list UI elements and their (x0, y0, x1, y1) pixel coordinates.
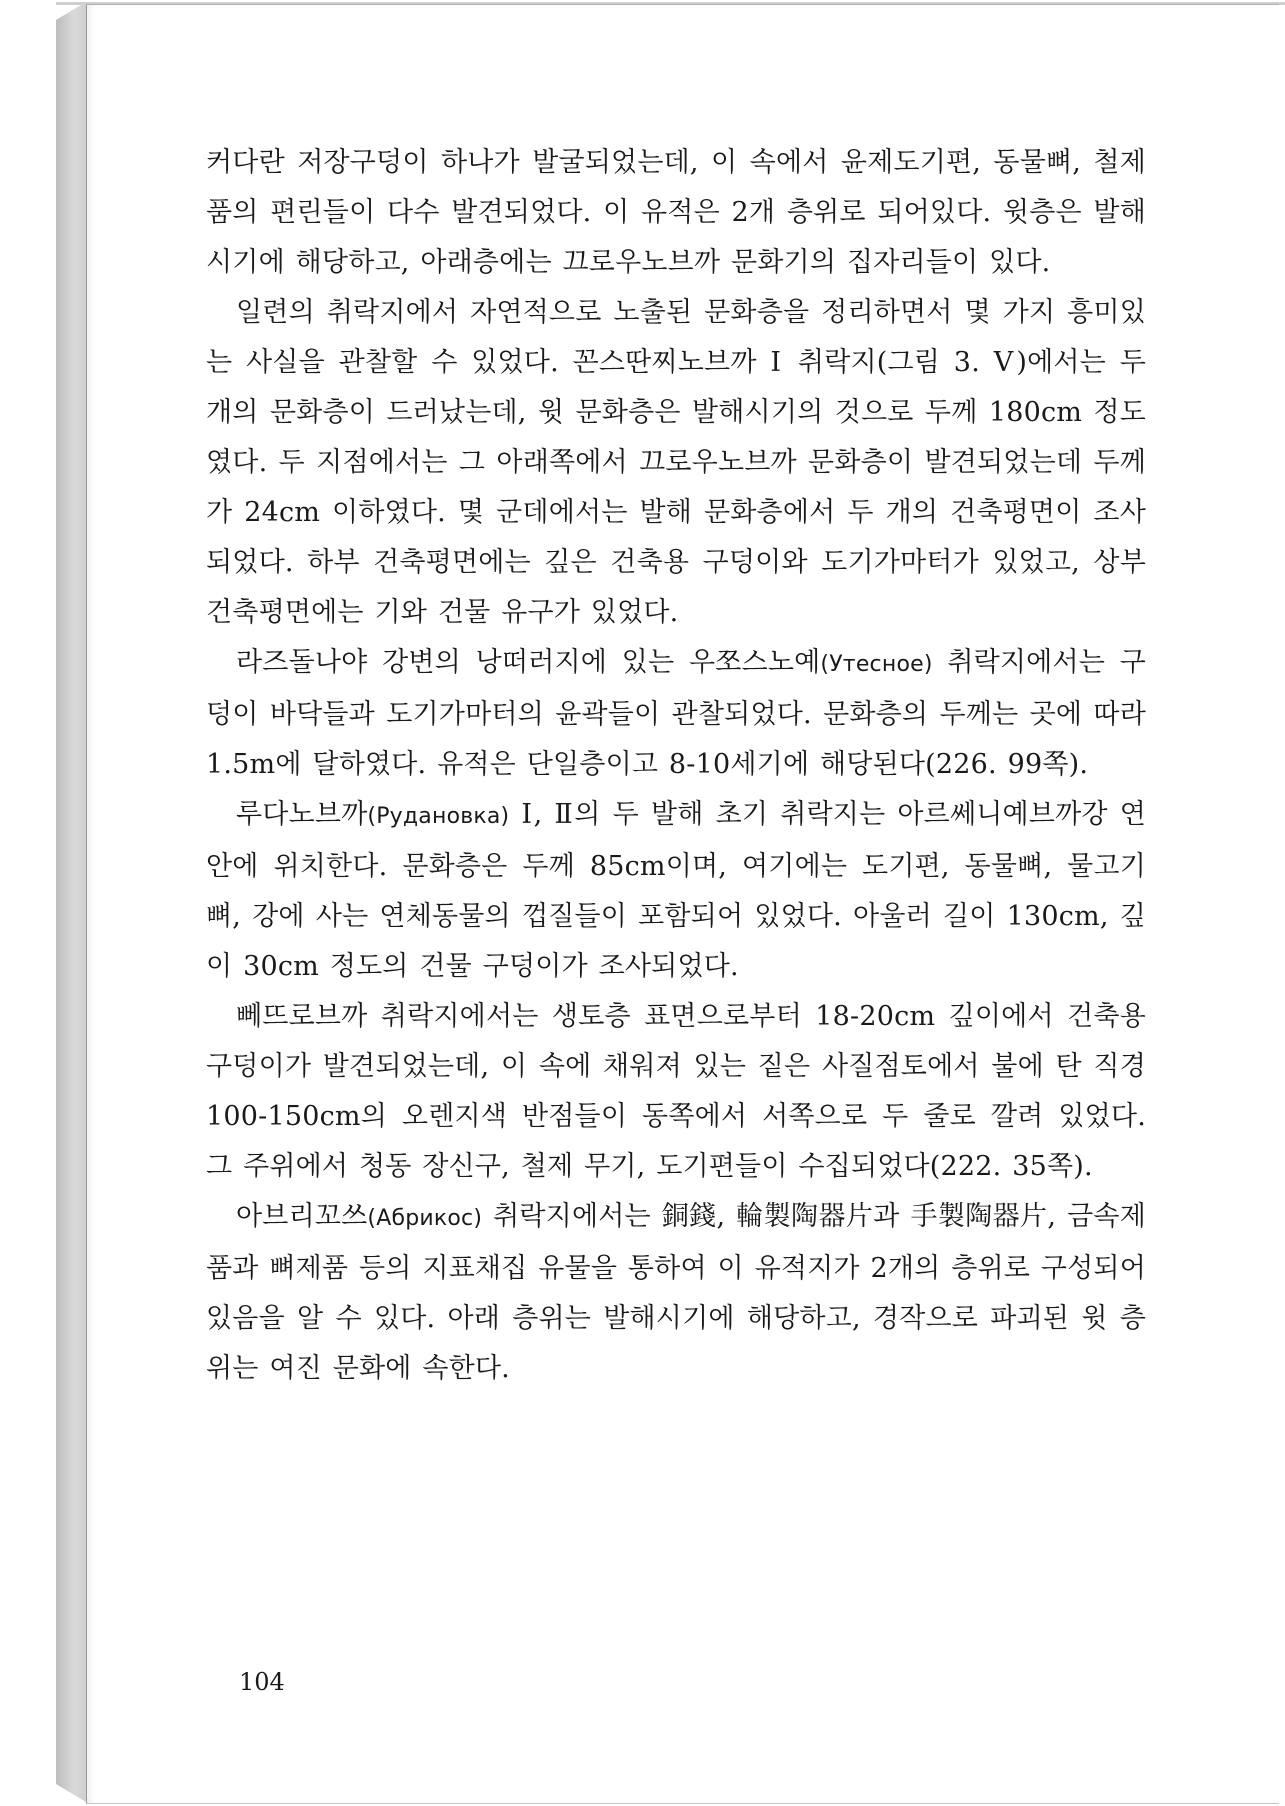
paragraph-text-before: 라즈돌나야 강변의 낭떠러지에 있는 우쪼스노예 (236, 647, 821, 678)
book-spine (56, 2, 86, 1802)
cyrillic-place-name: (Абрикос) (367, 1206, 483, 1231)
paragraph-1 (206, 138, 1146, 288)
paragraph-3 (206, 638, 1146, 790)
paragraph-text-after: Ⅰ, Ⅱ의 두 발해 초기 취락지는 아르쎄니예브까강 연안에 위치한다. 문화층은 두께 85cm이며, 여기에는 도기편, 동물뼈, 물고기뼈, 강에 사는 연체동물의 껍질들이 포함되어 있었다. 아울러 길이 130cm, 깊이 30cm 정도의 건물 구덩이가 조사되었다. (206, 799, 1146, 982)
cyrillic-place-name: (Утесное) (820, 652, 933, 677)
paragraph-text: 뻬뜨로브까 취락지에서는 생토층 표면으로부터 18-20cm 깊이에서 건축용 구덩이가 발견되었는데, 이 속에 채워져 있는 짙은 사질점토에서 불에 탄 직경 100-150cm의 오렌지색 반점들이 동쪽에서 서쪽으로 두 줄로 깔려 있었다. 그 주위에서 청동 장신구, 철제 무기, 도기편들이 수집되었다(222. 35쪽). (206, 1001, 1146, 1182)
paragraph-2 (206, 288, 1146, 638)
paragraph-6 (206, 1192, 1146, 1394)
paragraph-4 (206, 790, 1146, 992)
body-text (206, 138, 1146, 1394)
paragraph-text-after: 취락지에서는 구덩이 바닥들과 도기가마터의 윤곽들이 관찰되었다. 문화층의 두께는 곳에 따라 1.5m에 달하였다. 유적은 단일층이고 8-10세기에 해당된다(226. 99쪽). (206, 647, 1146, 780)
paragraph-text: 일련의 취락지에서 자연적으로 노출된 문화층을 정리하면서 몇 가지 흥미있는 사실을 관찰할 수 있었다. 꼰스딴찌노브까 Ⅰ 취락지(그림 3. Ⅴ)에서는 두 개의 문화층이 드러났는데, 윗 문화층은 발해시기의 것으로 두께 180cm 정도였다. 두 지점에서는 그 아래쪽에서 끄로우노브까 문화층이 발견되었는데 두께가 24cm 이하였다. 몇 군데에서는 발해 문화층에서 두 개의 건축평면이 조사되었다. 하부 건축평면에는 깊은 건축용 구덩이와 도기가마터가 있었고, 상부 건축평면에는 기와 건물 유구가 있었다. (206, 297, 1146, 628)
page-number: 104 (239, 1668, 285, 1696)
paragraph-text-after: 취락지에서는 銅錢, 輪製陶器片과 手製陶器片, 금속제품과 뼈제품 등의 지표채집 유물을 통하여 이 유적지가 2개의 층위로 구성되어 있음을 알 수 있다. 아래 층위는 발해시기에 해당하고, 경작으로 파괴된 윗 층위는 여진 문화에 속한다. (206, 1201, 1146, 1384)
paragraph-5 (206, 992, 1146, 1192)
paragraph-text-before: 아브리꼬쓰 (236, 1201, 368, 1232)
paragraph-text-before: 루다노브까 (236, 799, 368, 830)
cyrillic-place-name: (Рудановка) (367, 804, 510, 829)
paragraph-text: 커다란 저장구덩이 하나가 발굴되었는데, 이 속에서 윤제도기편, 동물뼈, 철제품의 편린들이 다수 발견되었다. 이 유적은 2개 층위로 되어있다. 윗층은 발해시기에 해당하고, 아래층에는 끄로우노브까 문화기의 집자리들이 있다. (206, 147, 1146, 278)
